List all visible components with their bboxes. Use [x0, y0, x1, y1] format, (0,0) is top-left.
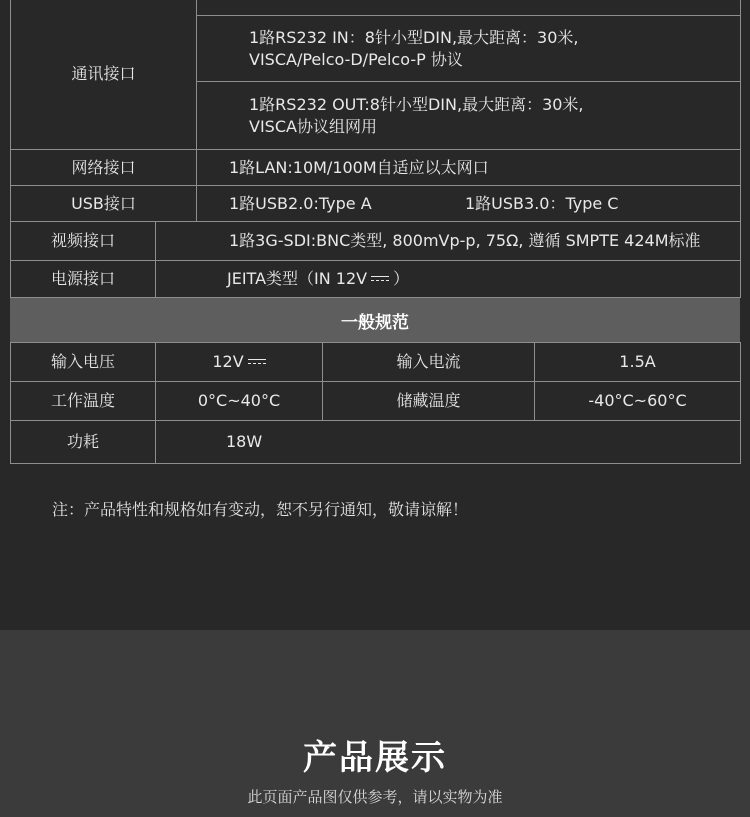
- usb-label: [10, 185, 197, 222]
- input-voltage-label: [10, 342, 156, 382]
- power-label: [10, 260, 156, 298]
- work-temp-label: [10, 381, 156, 421]
- power-value-prefix: JEITA类型（IN 12V: [227, 269, 368, 288]
- power-value-suffix: ）: [393, 269, 410, 288]
- storage-temp-label-text: 储藏温度: [396, 391, 461, 410]
- usb-value: [196, 185, 741, 222]
- storage-temp-label: [322, 381, 535, 421]
- work-temp-label-text: 工作温度: [50, 391, 115, 410]
- power-label-text: 电源接口: [50, 269, 115, 288]
- storage-temp-value: [534, 381, 741, 421]
- general-spec-title: 一般规范: [341, 313, 409, 333]
- comm-top-partial: [196, 0, 741, 16]
- usb-value-a: 1路USB2.0:Type A: [229, 193, 372, 213]
- video-label: [10, 221, 156, 261]
- showcase-title: 产品展示: [303, 738, 447, 778]
- product-showcase: [0, 630, 750, 817]
- work-temp-value: [155, 381, 323, 421]
- usb-label-text: USB接口: [71, 193, 136, 213]
- input-current-value: [534, 342, 741, 382]
- showcase-subtitle: 此页面产品图仅供参考，请以实物为准: [247, 788, 503, 806]
- comm-rs232-in: [196, 15, 741, 82]
- comm-label: [10, 0, 197, 150]
- power-value: [155, 260, 741, 298]
- video-label-text: 视频接口: [50, 231, 115, 250]
- comm-out-line1: 1路RS232 OUT:8针小型DIN,最大距离：30米,: [249, 94, 584, 114]
- input-current-label-text: 输入电流: [396, 352, 461, 371]
- comm-out-line2: VISCA协议组网用: [249, 116, 377, 136]
- work-temp-value-text: 0°C~40°C: [197, 391, 281, 410]
- disclaimer-note: 注：产品特性和规格如有变动，恕不另行通知，敬请谅解！: [52, 500, 469, 519]
- power-consumption-value: [155, 420, 741, 464]
- comm-in-line1: 1路RS232 IN：8针小型DIN,最大距离：30米,: [249, 27, 579, 47]
- network-label-text: 网络接口: [71, 157, 136, 177]
- storage-temp-value-text: -40°C~60°C: [588, 391, 687, 410]
- input-current-label: [322, 342, 535, 382]
- comm-rs232-out: [196, 81, 741, 150]
- video-value: [155, 221, 741, 261]
- network-label: [10, 149, 197, 186]
- input-current-value-text: 1.5A: [619, 352, 656, 371]
- input-voltage-value-text: 12V: [212, 352, 244, 371]
- power-consumption-label-text: 功耗: [66, 432, 99, 451]
- network-value-text: 1路LAN:10M/100M自适应以太网口: [229, 157, 489, 177]
- comm-in-line2: VISCA/Pelco-D/Pelco-P 协议: [249, 49, 463, 69]
- power-consumption-label: [10, 420, 156, 464]
- dc-voltage-icon: [248, 358, 266, 366]
- general-spec-header: [10, 298, 740, 343]
- network-value: [196, 149, 741, 186]
- power-consumption-value-text: 18W: [226, 432, 263, 451]
- usb-value-c: 1路USB3.0：Type C: [465, 193, 619, 213]
- comm-label-text: 通讯接口: [71, 64, 136, 83]
- input-voltage-value: [155, 342, 323, 382]
- input-voltage-label-text: 输入电压: [50, 352, 115, 371]
- dc-current-icon: [371, 275, 389, 283]
- video-value-text: 1路3G-SDI:BNC类型, 800mVp-p, 75Ω, 遵循 SMPTE 424M标准: [229, 231, 701, 250]
